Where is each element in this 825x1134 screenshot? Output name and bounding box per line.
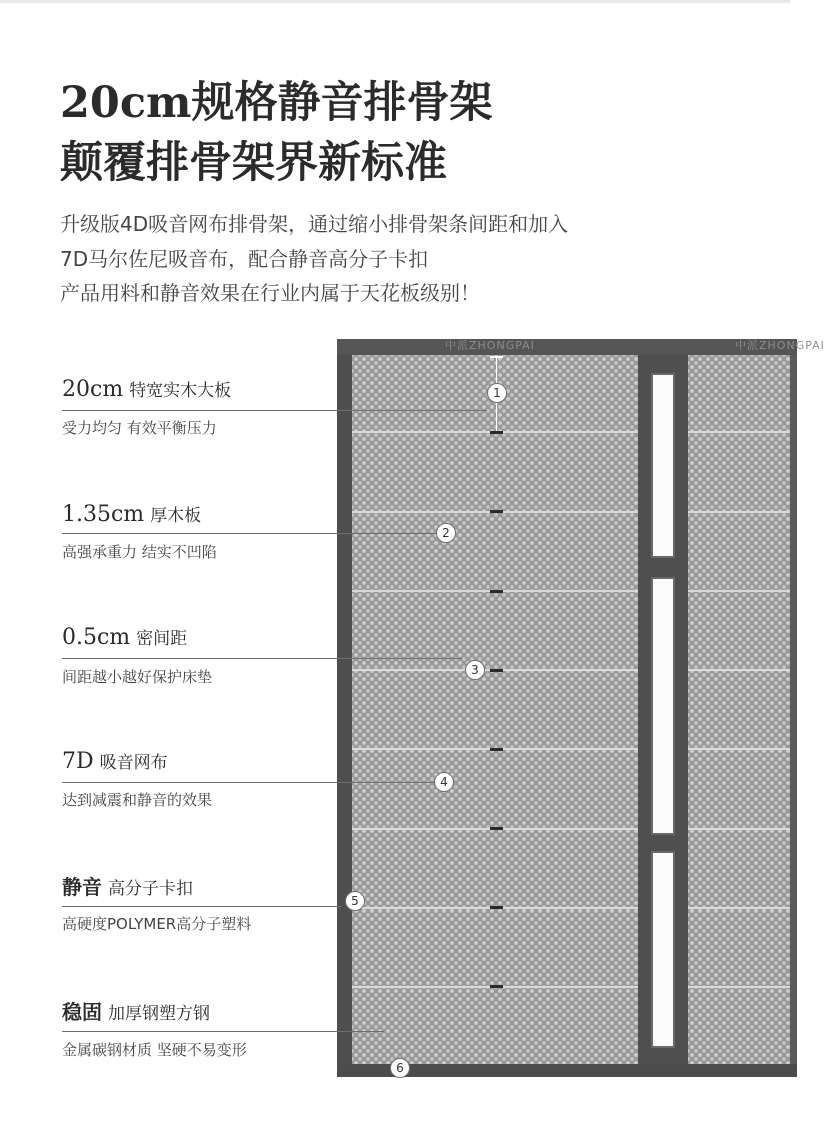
watermark: 中派ZHONGPAI (445, 339, 535, 352)
feature-title-strong: 7D (62, 749, 94, 774)
silent-clip (490, 748, 503, 751)
feature-title-rest: 吸音网布 (99, 753, 168, 773)
intro-line-2: 7D马尔佐尼吸音布，配合静音高分子卡扣 (60, 247, 429, 271)
feature-desc: 受力均匀 有效平衡压力 (62, 419, 217, 437)
side-rail (337, 339, 352, 1077)
intro-line-3: 产品用料和静音效果在行业内属于天花板级别！ (60, 281, 480, 305)
feature-title-strong: 1.35cm (62, 502, 145, 527)
callout-badge: 1 (487, 383, 507, 403)
leader-line (62, 658, 462, 659)
dimension-cap (490, 356, 503, 358)
slat-gap (688, 669, 790, 671)
feature-desc: 间距越小越好保护床垫 (62, 668, 213, 686)
feature-title-rest: 厚木板 (150, 506, 202, 526)
callout-badge: 3 (465, 660, 485, 680)
feature-title (62, 1002, 210, 1023)
leader-line (62, 1031, 384, 1032)
slat-gap (688, 590, 790, 592)
silent-clip (490, 906, 503, 909)
beam-slot (651, 851, 675, 1048)
feature-title-rest: 特宽实木大板 (129, 381, 232, 401)
silent-clip (490, 590, 503, 593)
watermark: 中派ZHONGPAI (735, 339, 825, 352)
headline-line-2: 颠覆排骨架界新标准 (60, 138, 447, 188)
feature-desc: 高硬度POLYMER高分子塑料 (62, 915, 252, 933)
slat-gap (688, 828, 790, 830)
feature-title-strong: 稳固 (62, 1000, 102, 1024)
slat-gap (688, 907, 790, 909)
leader-line (62, 782, 434, 783)
feature-title (62, 751, 168, 773)
silent-clip (490, 827, 503, 830)
feature-title-strong: 静音 (62, 875, 102, 899)
slat-gap (688, 986, 790, 988)
feature-desc: 达到减震和静音的效果 (62, 791, 213, 809)
silent-clip (490, 985, 503, 988)
leader-line (62, 410, 487, 411)
feature-desc: 金属碳钢材质 坚硬不易变形 (62, 1041, 247, 1059)
callout-badge: 6 (390, 1058, 410, 1078)
feature-title-strong: 20cm (62, 377, 124, 402)
top-divider (0, 0, 790, 3)
beam-slot (651, 577, 675, 835)
silent-clip (490, 431, 503, 434)
feature-title (62, 379, 231, 401)
callout-badge: 5 (345, 891, 365, 911)
feature-title-rest: 密间距 (136, 629, 188, 649)
feature-title-rest: 高分子卡扣 (108, 879, 193, 899)
feature-desc: 高强承重力 结实不凹陷 (62, 543, 217, 561)
beam-slot (651, 373, 675, 558)
slat-gap (688, 431, 790, 433)
silent-clip (490, 669, 503, 672)
leader-line (62, 906, 342, 907)
leader-line (62, 533, 436, 534)
feature-title (62, 877, 193, 898)
callout-badge: 2 (436, 523, 456, 543)
feature-title (62, 504, 201, 526)
feature-title-strong: 0.5cm (62, 625, 131, 650)
mesh-slats-right (688, 355, 790, 1064)
headline-line-1: 20cm规格静音排骨架 (60, 78, 493, 128)
slat-gap (688, 511, 790, 513)
mesh-slats-left (352, 355, 638, 1064)
silent-clip (490, 510, 503, 513)
feature-title-rest: 加厚钢塑方钢 (108, 1004, 210, 1024)
slat-gap (688, 748, 790, 750)
feature-title (62, 627, 187, 649)
callout-badge: 4 (434, 772, 454, 792)
head-rail (337, 339, 797, 355)
intro-line-1: 升级版4D吸音网布排骨架，通过缩小排骨架条间距和加入 (60, 212, 569, 236)
